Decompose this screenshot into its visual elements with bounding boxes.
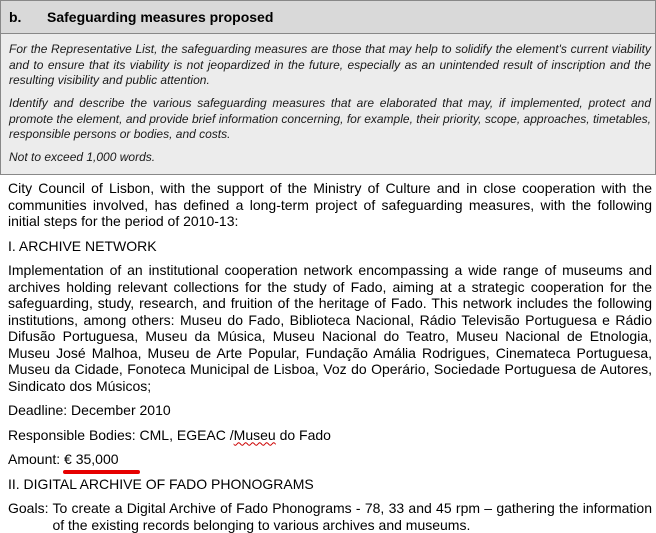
section-title: Safeguarding measures proposed bbox=[47, 9, 274, 25]
red-highlight-underline bbox=[63, 470, 140, 474]
intro-paragraph: City Council of Lisbon, with the support of the Ministry of Culture and in close cooperation with the communities involved, has defined a long-term project of safeguarding measures, with the following initial steps for the period of 2010-13: bbox=[8, 180, 652, 229]
heading-digital-archive: II. DIGITAL ARCHIVE OF FADO PHONOGRAMS bbox=[8, 475, 314, 492]
amount-value: € 35,000 bbox=[64, 451, 119, 467]
instruction-paragraph: Identify and describe the various safeguarding measures that are elaborated that may, if implemented, protect and promote the element, and provide brief information concerning, for example, their priority, scope, approaches, timetables, responsible persons or bodies, and costs. bbox=[9, 96, 651, 141]
responsible-bodies-line bbox=[8, 427, 652, 444]
goals-block bbox=[8, 500, 652, 533]
responsible-suffix: do Fado bbox=[275, 426, 331, 443]
spellcheck-flagged-word: Museu bbox=[233, 426, 276, 443]
instructions-box bbox=[0, 33, 656, 175]
responsible-prefix: Responsible Bodies: CML, EGEAC / bbox=[8, 426, 234, 443]
goals-text: To create a Digital Archive of Fado Phonograms - 78, 33 and 45 rpm – gathering the information of the existing records belonging to various archives and museums. bbox=[52, 500, 652, 533]
amount-line bbox=[8, 451, 652, 468]
instruction-paragraph: For the Representative List, the safeguarding measures are those that may help to solidify the element's current viability and to ensure that its viability is not jeopardized in the future, especially as an unintended result of inscription and the resulting visibility and public attention. bbox=[9, 42, 651, 87]
section-header bbox=[0, 0, 656, 33]
amount-label: Amount: bbox=[8, 451, 65, 467]
word-limit-note: Not to exceed 1,000 words. bbox=[9, 150, 156, 164]
deadline-line: Deadline: December 2010 bbox=[8, 402, 171, 418]
archive-network-paragraph: Implementation of an institutional cooperation network encompassing a wide range of museums and archives holding relevant collections for the study of Fado, aiming at a strategic cooperation for the safeguarding, study, research, and fruition of the heritage of Fado. This network includes the following institutions, among others: Museu do Fado, Biblioteca Nacional, Rádio Televisão Portuguesa e Rádio Difusão Portuguesa, Museu da Música, Museu Nacional do Teatro, Museu Nacional de Etnologia, Museu José Malhoa, Museu de Arte Popular, Fundação Amália Rodrigues, Cinemateca Portuguesa, Museu da Cidade, Fonoteca Municipal de Lisboa, Voz do Operário, Sociedade Portuguesa de Autores, Sindicato dos Músicos; bbox=[8, 262, 652, 394]
response-body bbox=[8, 180, 652, 533]
heading-archive-network: I. ARCHIVE NETWORK bbox=[8, 237, 157, 254]
section-letter: b. bbox=[9, 9, 22, 25]
goals-label: Goals: bbox=[8, 500, 49, 516]
